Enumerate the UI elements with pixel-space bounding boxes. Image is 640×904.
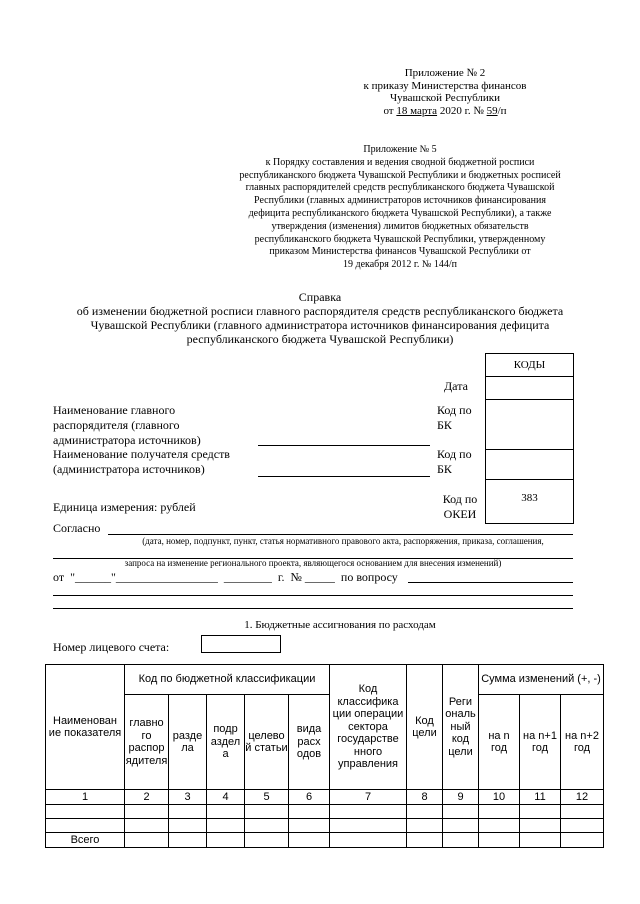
col-number: 3 bbox=[169, 790, 207, 805]
table-cell[interactable] bbox=[561, 833, 604, 848]
col-number: 8 bbox=[407, 790, 443, 805]
attachment2-date bbox=[330, 105, 560, 118]
recipient-label-line: (администратора источников) bbox=[53, 462, 205, 476]
account-label: Номер лицевого счета: bbox=[53, 640, 170, 654]
num-suffix: /п bbox=[497, 105, 507, 118]
recipient-input-line[interactable] bbox=[258, 476, 430, 477]
col-regional-goal-code: Реги ональ ный код цели bbox=[443, 665, 479, 790]
section-1-title: 1. Бюджетные ассигнования по расходам bbox=[244, 619, 436, 631]
codes-table bbox=[485, 353, 574, 524]
col-number: 12 bbox=[561, 790, 604, 805]
table-cell[interactable] bbox=[46, 819, 125, 833]
col-kosgu: Код классифика ции операции сектора государстве нного управления bbox=[330, 665, 407, 790]
attachment5-line: приказом Министерства финансов Чувашской Республики от bbox=[269, 246, 531, 258]
col-goal-code: Код цели bbox=[407, 665, 443, 790]
kod-po-bk-2 bbox=[437, 447, 472, 477]
attachment2-line1: Приложение № 2 bbox=[404, 67, 486, 79]
agreed-input-line[interactable] bbox=[108, 534, 573, 535]
table-cell[interactable] bbox=[245, 819, 289, 833]
okei-label: ОКЕИ bbox=[443, 507, 477, 521]
table-cell[interactable] bbox=[561, 819, 604, 833]
total-label: Всего bbox=[46, 833, 125, 848]
table-row bbox=[46, 805, 604, 819]
table-cell[interactable] bbox=[443, 819, 479, 833]
doc-title-line: об изменении бюджетной росписи главного распорядителя средств республиканского бюджета bbox=[76, 304, 564, 318]
table-cell[interactable] bbox=[479, 819, 520, 833]
attachment5-line: дефицита республиканского бюджета Чувашской Республики), а также bbox=[248, 207, 552, 219]
kod-po-label: Код по bbox=[442, 492, 478, 506]
bk-recipient-code-cell[interactable] bbox=[486, 450, 574, 480]
col-number: 10 bbox=[479, 790, 520, 805]
group-budget-classification: Код по бюджетной классификации bbox=[125, 665, 330, 695]
bk-label: БК bbox=[437, 418, 452, 432]
col-number: 11 bbox=[520, 790, 561, 805]
col-year-n1: на n+1 год bbox=[520, 695, 561, 790]
col-main-manager: главно го распор ядителя bbox=[125, 695, 169, 790]
table-cell[interactable] bbox=[561, 805, 604, 819]
col-number: 4 bbox=[207, 790, 245, 805]
okei-code-cell: 383 bbox=[486, 480, 574, 524]
col-number: 9 bbox=[443, 790, 479, 805]
col-indicator-name: Наименован ие показателя bbox=[46, 665, 125, 790]
manager-label-line: распорядителя (главного bbox=[53, 418, 180, 432]
attachment5-line: 19 декабря 2012 г. № 144/п bbox=[342, 259, 457, 271]
table-cell[interactable] bbox=[330, 819, 407, 833]
table-cell[interactable] bbox=[520, 833, 561, 848]
table-cell[interactable] bbox=[443, 833, 479, 848]
date-middle: 2020 г. № bbox=[437, 105, 487, 118]
table-cell[interactable] bbox=[407, 833, 443, 848]
attachment2-line2: к приказу Министерства финансов bbox=[363, 79, 527, 92]
main-table bbox=[45, 664, 604, 848]
question-input-line[interactable] bbox=[408, 582, 573, 583]
col-expense-type: вида расх одов bbox=[289, 695, 330, 790]
recipient-label bbox=[53, 447, 230, 477]
attachment5-line: Республики (главных администраторов источников финансирования bbox=[254, 195, 546, 207]
table-cell[interactable] bbox=[169, 805, 207, 819]
table-cell[interactable] bbox=[407, 819, 443, 833]
table-cell[interactable] bbox=[289, 819, 330, 833]
doc-heading: Справка bbox=[298, 290, 342, 304]
col-number: 7 bbox=[330, 790, 407, 805]
table-cell[interactable] bbox=[407, 805, 443, 819]
attachment5-line: республиканского бюджета Чувашской Республики, утвержденному bbox=[254, 233, 546, 245]
codes-header: КОДЫ bbox=[486, 354, 574, 377]
kod-po-label: Код по bbox=[437, 447, 472, 461]
manager-label-line: Наименование главного bbox=[53, 403, 176, 417]
table-cell[interactable] bbox=[245, 833, 289, 848]
total-row bbox=[46, 833, 604, 848]
agreed-label: Согласно bbox=[53, 521, 101, 535]
table-cell[interactable] bbox=[125, 833, 169, 848]
col-number: 5 bbox=[245, 790, 289, 805]
bk-manager-code-cell[interactable] bbox=[486, 400, 574, 450]
attachment5-line: республиканского бюджета Чувашской Республики и бюджетных росписей bbox=[239, 169, 561, 181]
date-underlined: 18 марта bbox=[396, 105, 438, 118]
table-cell[interactable] bbox=[207, 833, 245, 848]
kod-po-okei bbox=[436, 492, 484, 522]
table-cell[interactable] bbox=[169, 833, 207, 848]
table-cell[interactable] bbox=[169, 819, 207, 833]
date-label: Дата bbox=[444, 379, 468, 393]
table-cell[interactable] bbox=[520, 819, 561, 833]
attachment5-line: к Порядку составления и ведения сводной бюджетной росписи bbox=[265, 156, 535, 168]
attachment5-line: утверждения (изменения) лимитов бюджетных обязательств bbox=[271, 220, 529, 232]
table-cell[interactable] bbox=[479, 833, 520, 848]
recipient-label-line: Наименование получателя средств bbox=[53, 447, 230, 461]
col-razdel: разде ла bbox=[169, 695, 207, 790]
account-input[interactable] bbox=[201, 635, 281, 653]
date-prefix: от bbox=[383, 105, 397, 118]
agreed-hint-2: запроса на изменение регионального проекта, являющегося основанием для внесения изменений) bbox=[124, 558, 502, 568]
table-cell[interactable] bbox=[289, 833, 330, 848]
unit-label: Единица измерения: рублей bbox=[53, 500, 196, 514]
table-cell[interactable] bbox=[125, 819, 169, 833]
col-target-article: целево й статьи bbox=[245, 695, 289, 790]
group-sum-changes: Сумма изменений (+, -) bbox=[479, 665, 604, 695]
table-cell[interactable] bbox=[289, 805, 330, 819]
manager-input-line[interactable] bbox=[258, 445, 430, 446]
date-code-cell[interactable] bbox=[486, 377, 574, 400]
bk-label: БК bbox=[437, 462, 452, 476]
table-cell[interactable] bbox=[207, 819, 245, 833]
doc-title-line: республиканского бюджета Чувашской Республики) bbox=[186, 332, 454, 346]
doc-title-line: Чувашской Республики (главного администратора источников финансирования дефицита bbox=[90, 318, 550, 332]
table-cell[interactable] bbox=[125, 805, 169, 819]
attachment5-block bbox=[190, 144, 610, 272]
blank-line-1[interactable] bbox=[53, 595, 573, 596]
kod-po-bk-1 bbox=[437, 403, 472, 433]
agreed-hint-1: (дата, номер, подпункт, пункт, статья нормативного правового акта, распоряжения, приказа, соглашения, bbox=[142, 536, 544, 546]
table-cell[interactable] bbox=[330, 805, 407, 819]
doc-title bbox=[20, 290, 620, 346]
col-podrazdel: подр аздел а bbox=[207, 695, 245, 790]
attachment5-title: Приложение № 5 bbox=[363, 144, 437, 155]
manager-label bbox=[53, 403, 201, 448]
table-cell[interactable] bbox=[330, 833, 407, 848]
from-line: от "______"_________________ ________ г. № _____ по вопросу bbox=[53, 570, 398, 584]
table-row bbox=[46, 819, 604, 833]
table-cell[interactable] bbox=[443, 805, 479, 819]
table-cell[interactable] bbox=[479, 805, 520, 819]
num-underlined: 59 bbox=[486, 105, 498, 118]
kod-po-label: Код по bbox=[437, 403, 472, 417]
table-cell[interactable] bbox=[207, 805, 245, 819]
col-year-n: на n год bbox=[479, 695, 520, 790]
col-number: 2 bbox=[125, 790, 169, 805]
table-cell[interactable] bbox=[245, 805, 289, 819]
col-number: 1 bbox=[46, 790, 125, 805]
col-year-n2: на n+2 год bbox=[561, 695, 604, 790]
attachment2-line3: Чувашской Республики bbox=[389, 92, 501, 105]
attachment2-block bbox=[330, 67, 560, 118]
attachment5-line: главных распорядителей средств республиканского бюджета Чувашской bbox=[245, 182, 555, 194]
table-cell[interactable] bbox=[46, 805, 125, 819]
col-number: 6 bbox=[289, 790, 330, 805]
blank-line-2[interactable] bbox=[53, 608, 573, 609]
manager-label-line: администратора источников) bbox=[53, 433, 201, 447]
table-cell[interactable] bbox=[520, 805, 561, 819]
